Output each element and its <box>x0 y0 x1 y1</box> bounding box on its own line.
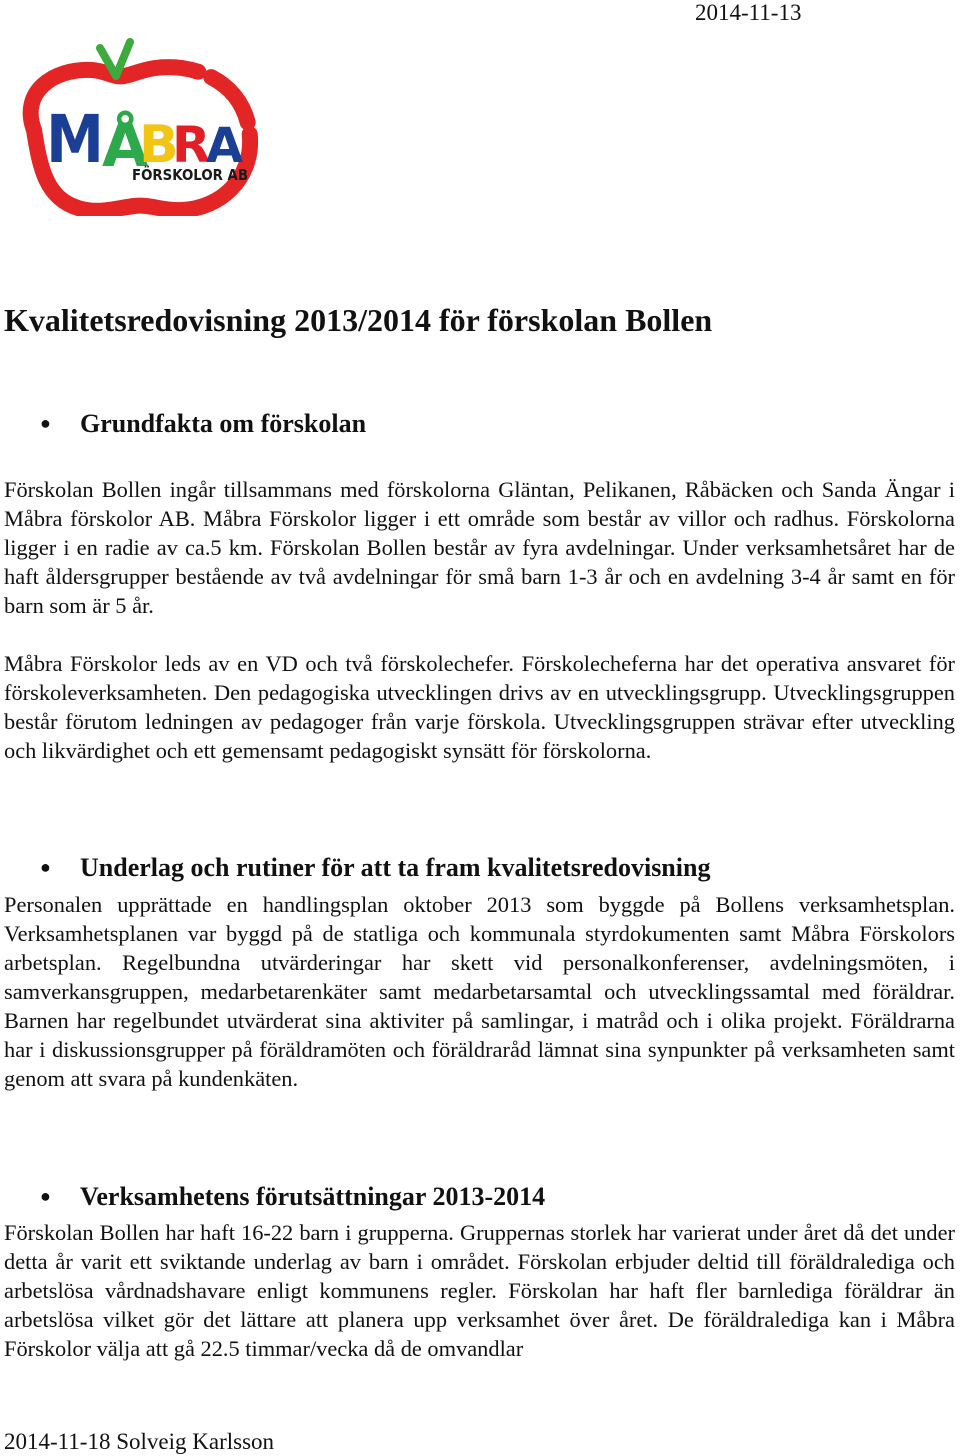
apple-logo-icon <box>12 38 258 216</box>
bullet-icon: ● <box>40 1186 51 1206</box>
svg-text:Å: Å <box>102 111 149 181</box>
section-heading-underlag <box>40 852 710 883</box>
section-heading-text: Grundfakta om förskolan <box>80 409 367 438</box>
svg-text:R: R <box>172 116 211 174</box>
company-logo <box>12 38 258 216</box>
bullet-icon: ● <box>40 413 51 433</box>
section-heading-text: Underlag och rutiner för att ta fram kvalitetsredovisning <box>80 853 711 882</box>
bullet-icon: ● <box>40 857 51 877</box>
paragraph-forutsattningar-1: Förskolan Bollen har haft 16-22 barn i grupperna. Gruppernas storlek har varierat under året då det under detta år varit ett sviktande underlag av barn i området. Förskolan erbjuder deltid till föräldralediga och arbetslösa vårdnadshavare enligt kommunens regler. Förskolan har haft fler barnlediga föräldrar än arbetslösa vilket gör det lättare att planera upp verksamhet över året. De föräldralediga kan i Måbra Förskolor välja att gå 22.5 timmar/vecka då de omvandlar <box>4 1220 955 1361</box>
footer-text: 2014-11-18 Solveig Karlsson <box>4 1429 275 1454</box>
svg-text:M: M <box>46 101 104 178</box>
svg-text:A: A <box>206 118 244 174</box>
paragraph-underlag-1: Personalen upprättade en handlingsplan oktober 2013 som byggde på Bollens verksamhetsplan. Verksamhetsplanen var byggd på de statliga och kommunala styrdokumenten samt Måbra Förskolors arbetsplan. Regelbundna utvärderingar har skett vid personalkonferenser, avdelningsmöten, i samverkansgruppen, medarbetarenkäter samt medarbetarsamtal och utvecklingssamtal med föräldrar. Barnen har regelbundet utvärderat sina aktiviter på samlingar, i matråd och i olika projekt. Föräldrarna har i diskussionsgrupper på föräldramöten och föräldraråd lämnat sina synpunkter på verksamheten samt genom att svara på kundenkäten. <box>4 892 955 1091</box>
section-heading-grundfakta <box>40 408 366 439</box>
paragraph-grundfakta-2: Måbra Förskolor leds av en VD och två förskolechefer. Förskolecheferna har det operativa ansvaret för förskoleverksamheten. Den pedagogiska utvecklingen drivs av en utvecklingsgrupp. Utvecklingsgruppen består förutom ledningen av pedagoger från varje förskola. Utvecklingsgruppen strävar efter utveckling och likvärdighet och ett gemensamt pedagogiskt synsätt för förskolorna. <box>4 651 955 763</box>
section-heading-text: Verksamhetens förutsättningar 2013-2014 <box>80 1182 546 1211</box>
svg-text:B: B <box>139 115 179 175</box>
document-title: Kvalitetsredovisning 2013/2014 för förskolan Bollen <box>4 302 713 338</box>
header-date: 2014-11-13 <box>695 0 802 25</box>
svg-text:FÖRSKOLOR AB: FÖRSKOLOR AB <box>132 166 258 184</box>
paragraph-grundfakta-1: Förskolan Bollen ingår tillsammans med förskolorna Gläntan, Pelikanen, Råbäcken och Sanda Ängar i Måbra förskolor AB. Måbra Förskolor ligger i ett område som består av villor och radhus. Förskolorna ligger i en radie av ca.5 km. Förskolan Bollen består av fyra avdelningar. Under verksamhetsåret har de haft åldersgrupper bestående av två avdelningar för små barn 1-3 år och en avdelning 3-4 år samt en för barn som är 5 år. <box>4 477 955 618</box>
section-heading-forutsattningar <box>40 1181 545 1212</box>
